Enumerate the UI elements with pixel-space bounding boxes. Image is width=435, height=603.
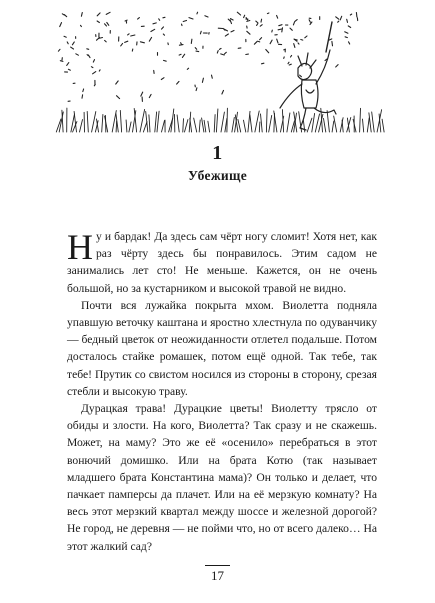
leaf-mark	[219, 48, 221, 49]
leaf-mark	[60, 23, 62, 27]
leaf-mark	[117, 96, 120, 99]
grass-blade	[140, 110, 145, 133]
leaf-mark	[222, 90, 224, 94]
paragraph: Дурацкая трава! Дурацкие цветы! Виолетту трясло от обиды и злости. На кого, Виолетта? Так сразу и не скажешь. Может, на маму? Это же её «осенило» перебраться в этот вонючий домишко. Или на брата Котю (так называет младшего брата Константина мама)? Он только и делает, что пачкает памперсы да плачет. Или на её мерзкую комнату? На весь этот мерзкий квартал между шоссе и железной дорогой? Не город, не деревня — не пойми что, но от всего далеко… На этот жалкий сад?	[67, 402, 377, 553]
leaf-mark	[202, 78, 203, 82]
leaf-mark	[116, 81, 119, 84]
leaf-mark	[125, 41, 128, 42]
leaf-mark	[196, 51, 199, 52]
leaf-mark	[181, 43, 182, 44]
leaf-mark	[153, 23, 156, 24]
leaf-mark	[282, 28, 283, 32]
grass-blade	[157, 111, 159, 132]
leaf-mark	[105, 40, 107, 42]
leaf-mark	[336, 17, 339, 19]
paragraph	[67, 228, 377, 297]
leaf-mark	[217, 51, 218, 54]
leaf-mark	[231, 31, 234, 32]
grass-blade	[214, 115, 215, 132]
grass-blade	[126, 120, 127, 132]
leaf-mark	[284, 57, 285, 59]
grass-blade	[372, 112, 375, 132]
grass-blade	[312, 113, 315, 132]
leaf-mark	[187, 68, 188, 69]
leaf-mark	[149, 37, 151, 41]
leaf-mark	[293, 22, 294, 25]
leaf-mark	[336, 65, 338, 67]
drop-cap: Н	[67, 227, 93, 267]
leaf-mark	[64, 15, 66, 17]
leaf-mark	[244, 15, 245, 17]
grass-blade	[199, 120, 200, 132]
leaf-mark	[183, 21, 186, 22]
grass-blade	[102, 115, 103, 133]
leaf-mark	[345, 37, 347, 38]
leaf-mark	[141, 92, 143, 96]
leaf-mark	[290, 28, 292, 30]
leaf-mark	[270, 40, 272, 44]
leaf-mark	[278, 29, 282, 30]
leaf-mark	[345, 32, 348, 34]
grass-blade	[332, 121, 334, 132]
chapter-body	[67, 228, 377, 555]
leaf-mark	[254, 41, 257, 44]
leaf-mark	[257, 24, 258, 26]
leaf-mark	[260, 38, 262, 40]
grass-blade	[360, 108, 361, 132]
page-number-rule	[205, 565, 230, 566]
grass-blade	[116, 121, 117, 132]
leaf-mark	[221, 54, 225, 55]
leaf-mark	[91, 67, 93, 68]
paragraph-text: у и бардак! Да здесь сам чёрт ногу сломит! Хотя нет, как раз чёрту здесь бы понравилось. Этим садом не занимались лет сто! Не меньше. Кажется, он не очень большой, но за кустарником и высокой травой не видно.	[67, 230, 377, 295]
leaf-mark	[261, 19, 262, 22]
grass-blade	[367, 118, 369, 132]
leaf-mark	[149, 94, 151, 97]
leaf-mark	[356, 13, 357, 17]
grass-blade	[177, 115, 179, 132]
grass-blade	[287, 113, 290, 132]
chapter-title: Убежище	[187, 168, 247, 183]
leaf-mark	[182, 24, 183, 26]
leaf-mark	[298, 43, 299, 44]
grass-blade	[194, 118, 197, 132]
leaf-mark	[295, 20, 298, 22]
grass-blade	[74, 111, 76, 132]
grass-blade	[250, 115, 252, 132]
leaf-mark	[279, 25, 282, 26]
grass-blade	[80, 120, 83, 132]
grass-blade	[149, 115, 150, 132]
leaf-mark	[161, 78, 164, 80]
leaf-mark	[121, 43, 123, 46]
leaf-mark	[329, 39, 332, 40]
leaf-mark	[348, 26, 351, 28]
leaf-mark	[258, 41, 259, 42]
grass-blade	[382, 119, 384, 132]
grass-blade	[208, 121, 210, 132]
grass-blade	[259, 122, 260, 132]
grass-blade	[202, 118, 204, 132]
leaf-mark	[301, 40, 303, 41]
leaf-mark	[347, 19, 348, 22]
leaf-mark	[162, 27, 164, 29]
leaf-mark	[177, 81, 179, 84]
grass-blade	[204, 120, 206, 132]
leaf-mark	[189, 18, 193, 19]
leaf-mark	[159, 19, 160, 21]
leaf-mark	[212, 75, 213, 78]
paragraph: Почти вся лужайка покрыта мхом. Виолетта подняла упавшую веточку каштана и яростно хлестнула по одуванчику — бедный цветок от неожиданности отлетел подальше. Потом досталось стайке ромашек, потом ещё одной. Так тебе, так тебе! Прутик со свистом носился из стороны в сторону, срезая стебли и высокую траву.	[67, 298, 378, 398]
grass-blade	[92, 112, 96, 132]
leaf-mark	[82, 95, 83, 98]
leaf-mark	[191, 39, 192, 43]
leaf-mark	[97, 21, 99, 23]
leaf-mark	[350, 14, 351, 15]
leaf-mark	[223, 28, 225, 30]
leaf-mark	[87, 49, 89, 50]
leaf-mark	[163, 34, 164, 35]
page-number: 17	[211, 568, 224, 583]
leaf-mark	[196, 88, 197, 91]
grass-blade	[221, 112, 224, 132]
leaf-mark	[99, 70, 100, 71]
leaf-mark	[277, 39, 278, 43]
leaf-mark	[138, 18, 140, 20]
grass-blade	[120, 111, 121, 133]
grass-blade	[327, 111, 329, 132]
leaf-mark	[60, 61, 63, 62]
leaf-mark	[179, 45, 183, 46]
leaf-mark	[64, 36, 66, 37]
leaf-mark	[151, 29, 155, 31]
grass-blade	[324, 118, 326, 132]
leaf-mark	[340, 16, 342, 20]
leaf-mark	[247, 31, 250, 34]
leaf-mark	[164, 60, 167, 61]
grass-blade	[232, 117, 234, 132]
grass-blade	[334, 116, 337, 132]
leaf-mark	[58, 49, 60, 51]
leaf-mark	[93, 60, 94, 63]
leaf-mark	[288, 62, 289, 64]
leaf-mark	[88, 55, 90, 58]
leaf-mark	[332, 41, 333, 45]
grass-blade	[185, 120, 188, 132]
leaf-mark	[140, 42, 144, 43]
grass-blade	[266, 109, 267, 132]
leaf-mark	[93, 72, 96, 74]
leaf-mark	[72, 42, 74, 45]
leaf-mark	[125, 20, 127, 21]
leaf-mark	[256, 21, 258, 23]
grass-blade	[303, 120, 304, 132]
leaf-mark	[106, 12, 110, 14]
leaf-mark	[260, 25, 262, 27]
leaf-mark	[225, 34, 228, 36]
grass-blade	[255, 111, 259, 132]
leaf-mark	[76, 54, 79, 55]
leaf-mark	[182, 54, 184, 57]
grass-blade	[155, 112, 157, 132]
chapter-number: 1	[212, 142, 223, 164]
leaf-mark	[237, 12, 240, 15]
grass-blade	[143, 122, 147, 132]
leaf-mark	[195, 48, 197, 50]
leaf-mark	[272, 30, 273, 32]
leaf-mark	[81, 25, 82, 26]
leaf-mark	[305, 36, 307, 38]
leaf-mark	[289, 64, 291, 65]
grass-blade	[244, 120, 246, 132]
leaf-mark	[83, 89, 84, 92]
leaf-mark	[67, 42, 68, 44]
leaf-mark	[67, 63, 69, 66]
leaf-mark	[197, 12, 198, 14]
grass-blade	[307, 118, 312, 132]
leaf-mark	[266, 50, 269, 53]
leaf-mark	[71, 47, 74, 49]
leaf-mark	[338, 21, 339, 22]
leaf-mark	[97, 13, 100, 16]
leaf-mark	[128, 34, 130, 35]
leaf-mark	[309, 20, 310, 23]
leaf-mark	[131, 35, 135, 36]
grass-blade	[363, 119, 364, 132]
grass-blade	[129, 122, 131, 132]
leaf-mark	[325, 59, 327, 61]
grass-blade	[282, 110, 283, 132]
leaf-mark	[179, 54, 181, 55]
leaf-mark	[300, 75, 302, 77]
leaf-mark	[81, 13, 82, 17]
leaf-mark	[205, 16, 208, 17]
leaf-mark	[200, 31, 201, 34]
leaf-mark	[267, 13, 269, 14]
leaf-mark	[277, 16, 278, 19]
leaf-mark	[107, 23, 109, 26]
grass-blade	[171, 109, 174, 132]
leaf-mark	[231, 19, 234, 20]
grass-blade	[216, 109, 218, 132]
grass-blade	[269, 116, 272, 133]
leaf-mark	[291, 55, 292, 57]
leaf-mark	[349, 42, 350, 44]
leaf-mark	[163, 17, 165, 18]
leaf-mark	[68, 69, 70, 70]
girl-swinging-stick-in-grass-illustration	[40, 8, 395, 138]
leaf-mark	[247, 21, 250, 22]
leaf-mark	[230, 20, 231, 24]
leaf-mark	[105, 24, 107, 26]
grass-blade	[87, 112, 88, 133]
leaf-mark	[132, 49, 133, 51]
leaf-mark	[224, 52, 226, 54]
grass-blade	[162, 121, 165, 133]
grass-blade	[227, 108, 228, 132]
grass-blade	[342, 120, 343, 132]
leaf-mark	[294, 44, 295, 48]
leaf-mark	[262, 63, 264, 64]
grass-blade	[238, 119, 241, 132]
grass-blade	[369, 113, 371, 132]
grass-blade	[183, 119, 184, 132]
grass-blade	[261, 114, 263, 132]
grass-blade	[146, 112, 148, 133]
